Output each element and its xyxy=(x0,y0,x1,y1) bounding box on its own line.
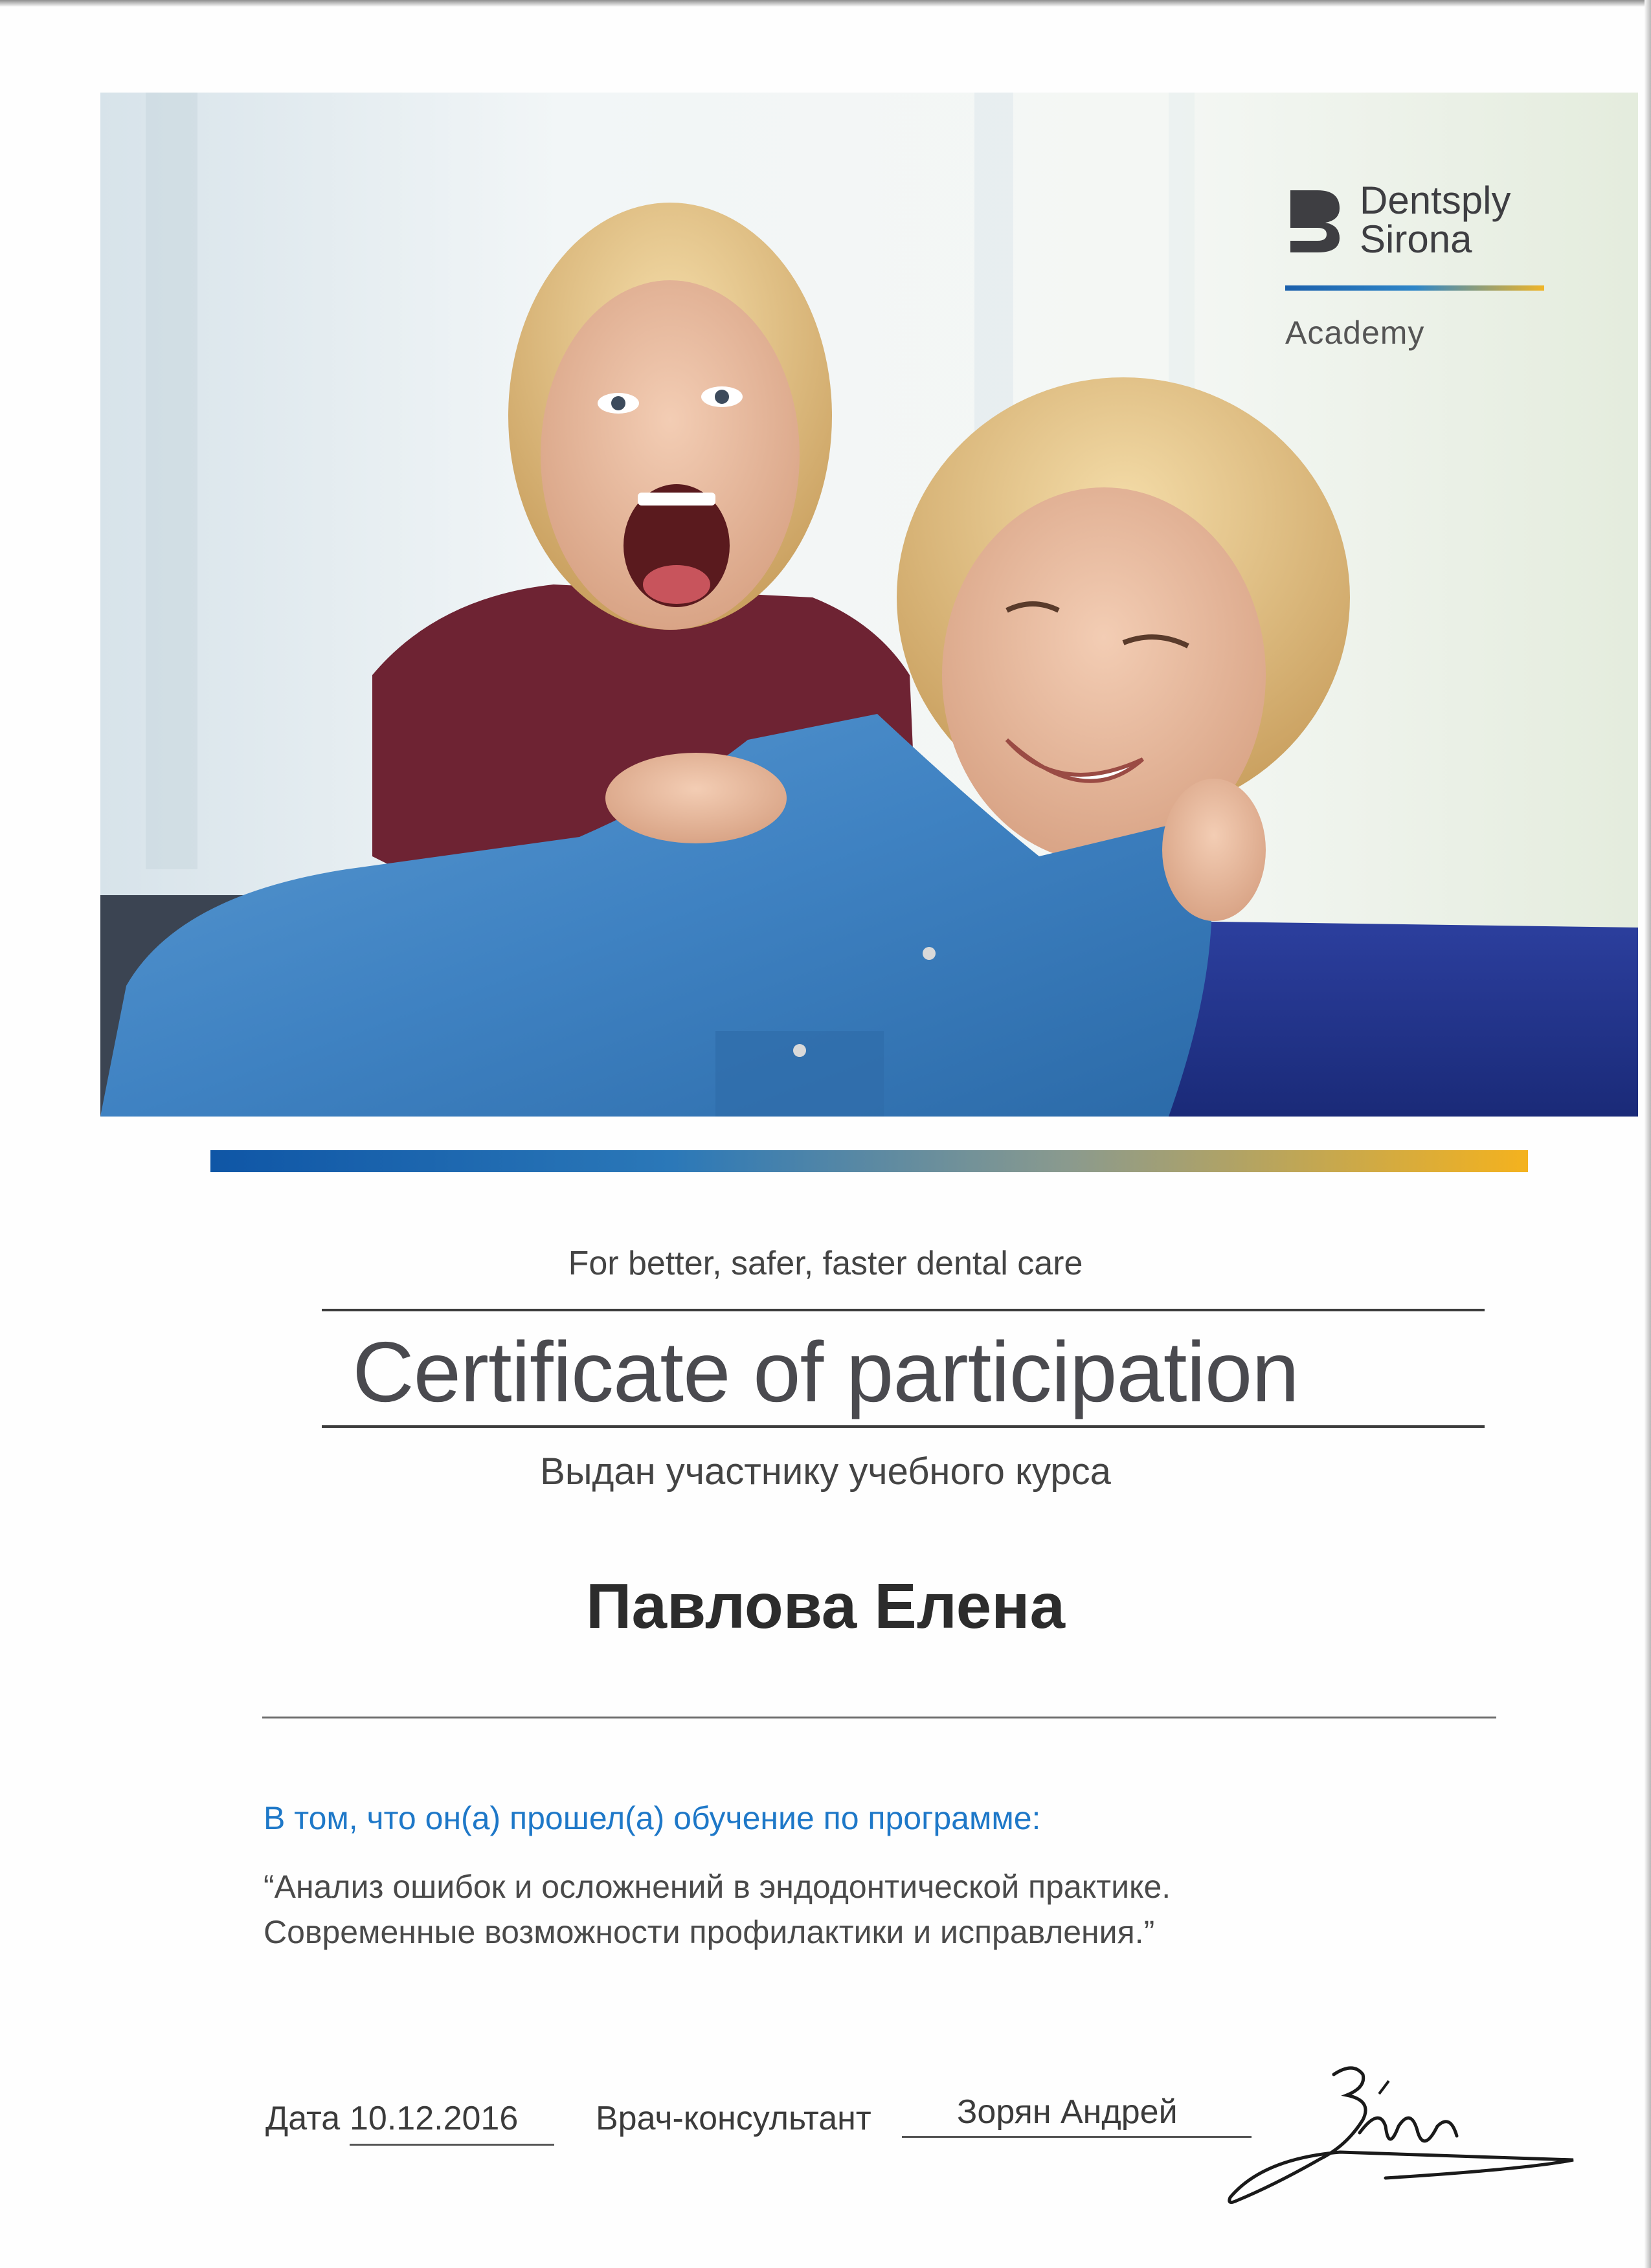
consultant-name: Зорян Андрей xyxy=(957,2093,1178,2131)
program-title xyxy=(264,1864,1171,1955)
date-label: Дата xyxy=(265,2100,341,2137)
program-title-line1: “Анализ ошибок и осложнений в эндодонтической практике. xyxy=(264,1869,1171,1905)
logo-divider xyxy=(1285,285,1544,291)
tagline: For better, safer, faster dental care xyxy=(568,1245,1083,1282)
scan-edge xyxy=(1645,0,1651,2268)
recipient-underline xyxy=(262,1717,1496,1718)
title-rule-top xyxy=(322,1309,1485,1311)
dentsply-sirona-logo xyxy=(1285,181,1557,362)
title-rule-bottom xyxy=(322,1425,1485,1428)
consultant-label: Врач-консультант xyxy=(596,2100,871,2137)
logo-brand-line2: Sirona xyxy=(1360,217,1472,261)
program-title-line2: Современные возможности профилактики и исправления.” xyxy=(264,1914,1155,1950)
logo-academy-label: Academy xyxy=(1285,315,1425,351)
date-underline xyxy=(350,2144,554,2146)
brand-gradient-bar xyxy=(210,1150,1528,1172)
logo-brand xyxy=(1360,181,1511,259)
logo-brand-line1: Dentsply xyxy=(1360,179,1511,222)
date-value: 10.12.2016 xyxy=(350,2100,519,2137)
program-intro: В том, что он(а) прошел(а) обучение по программе: xyxy=(264,1800,1041,1836)
issued-to-label: Выдан участнику учебного курса xyxy=(540,1451,1111,1493)
dentsply-s-logo-icon xyxy=(1285,185,1343,258)
consultant-underline xyxy=(902,2136,1252,2138)
recipient-name: Павлова Елена xyxy=(586,1570,1065,1641)
handwritten-signature xyxy=(1224,2055,1586,2210)
scan-edge xyxy=(0,0,1651,6)
certificate-title: Certificate of participation xyxy=(352,1324,1299,1419)
